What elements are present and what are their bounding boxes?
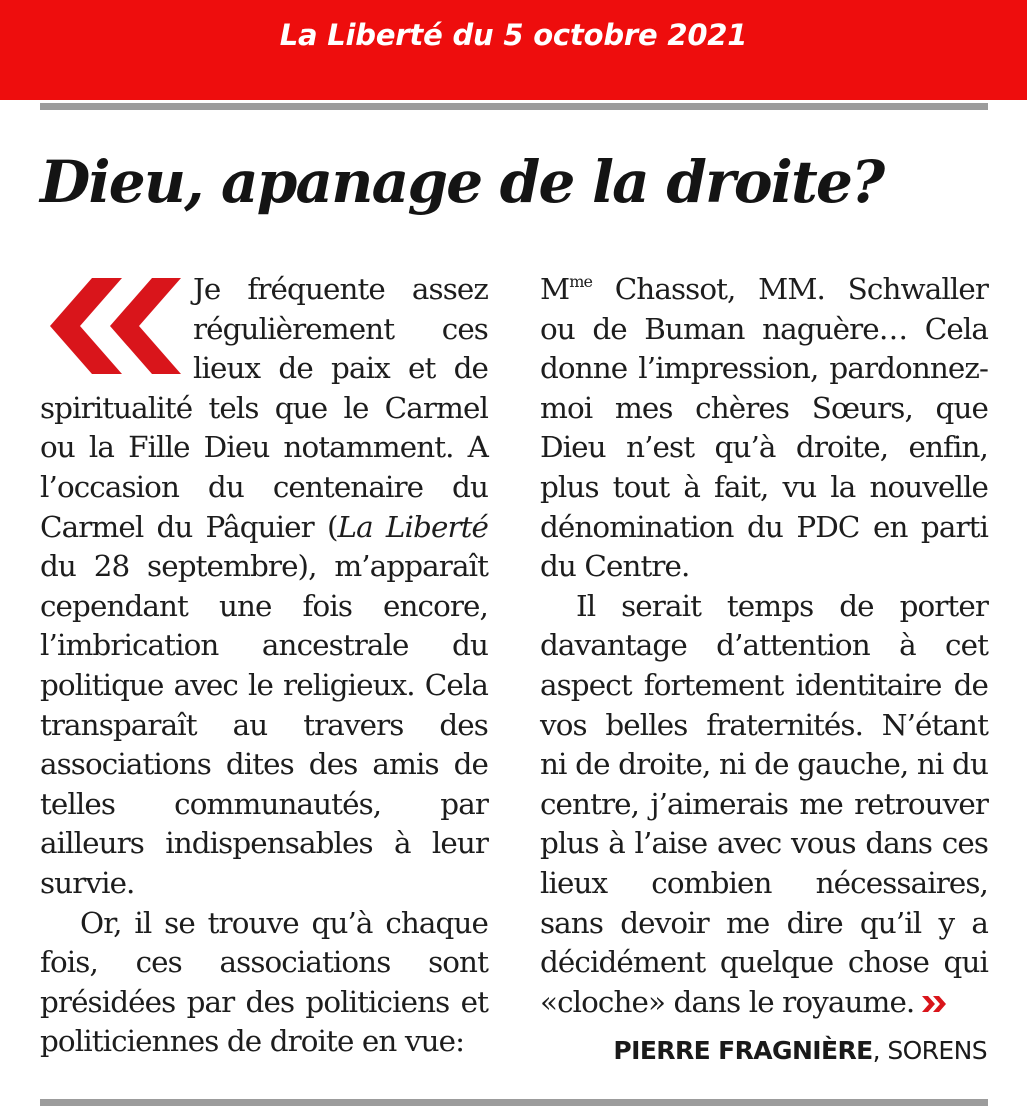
paragraph-3: [540, 270, 988, 587]
banner-title: La Liberté du 5 octobre 2021: [279, 18, 748, 52]
article-headline: Dieu, apanage de la droite?: [40, 148, 884, 216]
paragraph-3-text: Chassot, MM. Schwaller ou de Buman naguère… Cela donne l’impression, pardonnez-moi mes chères Sœurs, que Dieu n’est qu’à droite, enfin, plus tout à fait, vu la nouvelle dénomination du PDC en parti du Centre.: [540, 272, 988, 584]
paragraph-1: [40, 270, 488, 904]
end-mark-icon: [920, 994, 948, 1014]
paragraph-4: [540, 587, 988, 1023]
honorific-superscript: me: [569, 272, 593, 291]
top-divider: [40, 103, 988, 110]
paragraph-2: Or, il se trouve qu’à chaque fois, ces associations sont présidées par des politiciens et politiciennes de droite en vue:: [40, 905, 488, 1059]
author-name: PIERRE FRAGNIÈRE: [613, 1036, 873, 1065]
author-location: SORENS: [887, 1036, 987, 1065]
author-signature: [613, 1036, 987, 1065]
article-column-right: [540, 270, 988, 1022]
signature-separator: ,: [872, 1036, 888, 1065]
header-banner: [0, 0, 1027, 100]
honorific: M: [540, 272, 570, 306]
paragraph-1-text-a: Je fréquente assez régulièrement ces lieux de paix et de spiritualité tels que le Carmel ou la Fille Dieu notamment. A l’occasion du centenaire du Carmel du Pâquier (: [40, 272, 488, 544]
article-column-left: [40, 270, 488, 1062]
bottom-divider: [40, 1099, 988, 1106]
opening-quote-icon: [40, 276, 181, 376]
newspaper-title: La Liberté: [337, 509, 488, 544]
paragraph-4-text: Il serait temps de porter davantage d’attention à cet aspect fortement identitaire de vos belles fraternités. N’étant ni de droite, ni de gauche, ni du centre, j’aimerais me retrouver plus à l’aise avec vous dans ces lieux combien nécessaires, sans devoir me dire qu’il y a décidément quelque chose qui «cloche» dans le royaume.: [540, 588, 988, 1019]
paragraph-1-text-b: du 28 septembre), m’apparaît cependant une fois encore, l’imbrication ancestrale du politique avec le religieux. Cela transparaît au travers des associations dites des amis de telles communautés, par ailleurs indispensables à leur survie.: [40, 549, 488, 900]
